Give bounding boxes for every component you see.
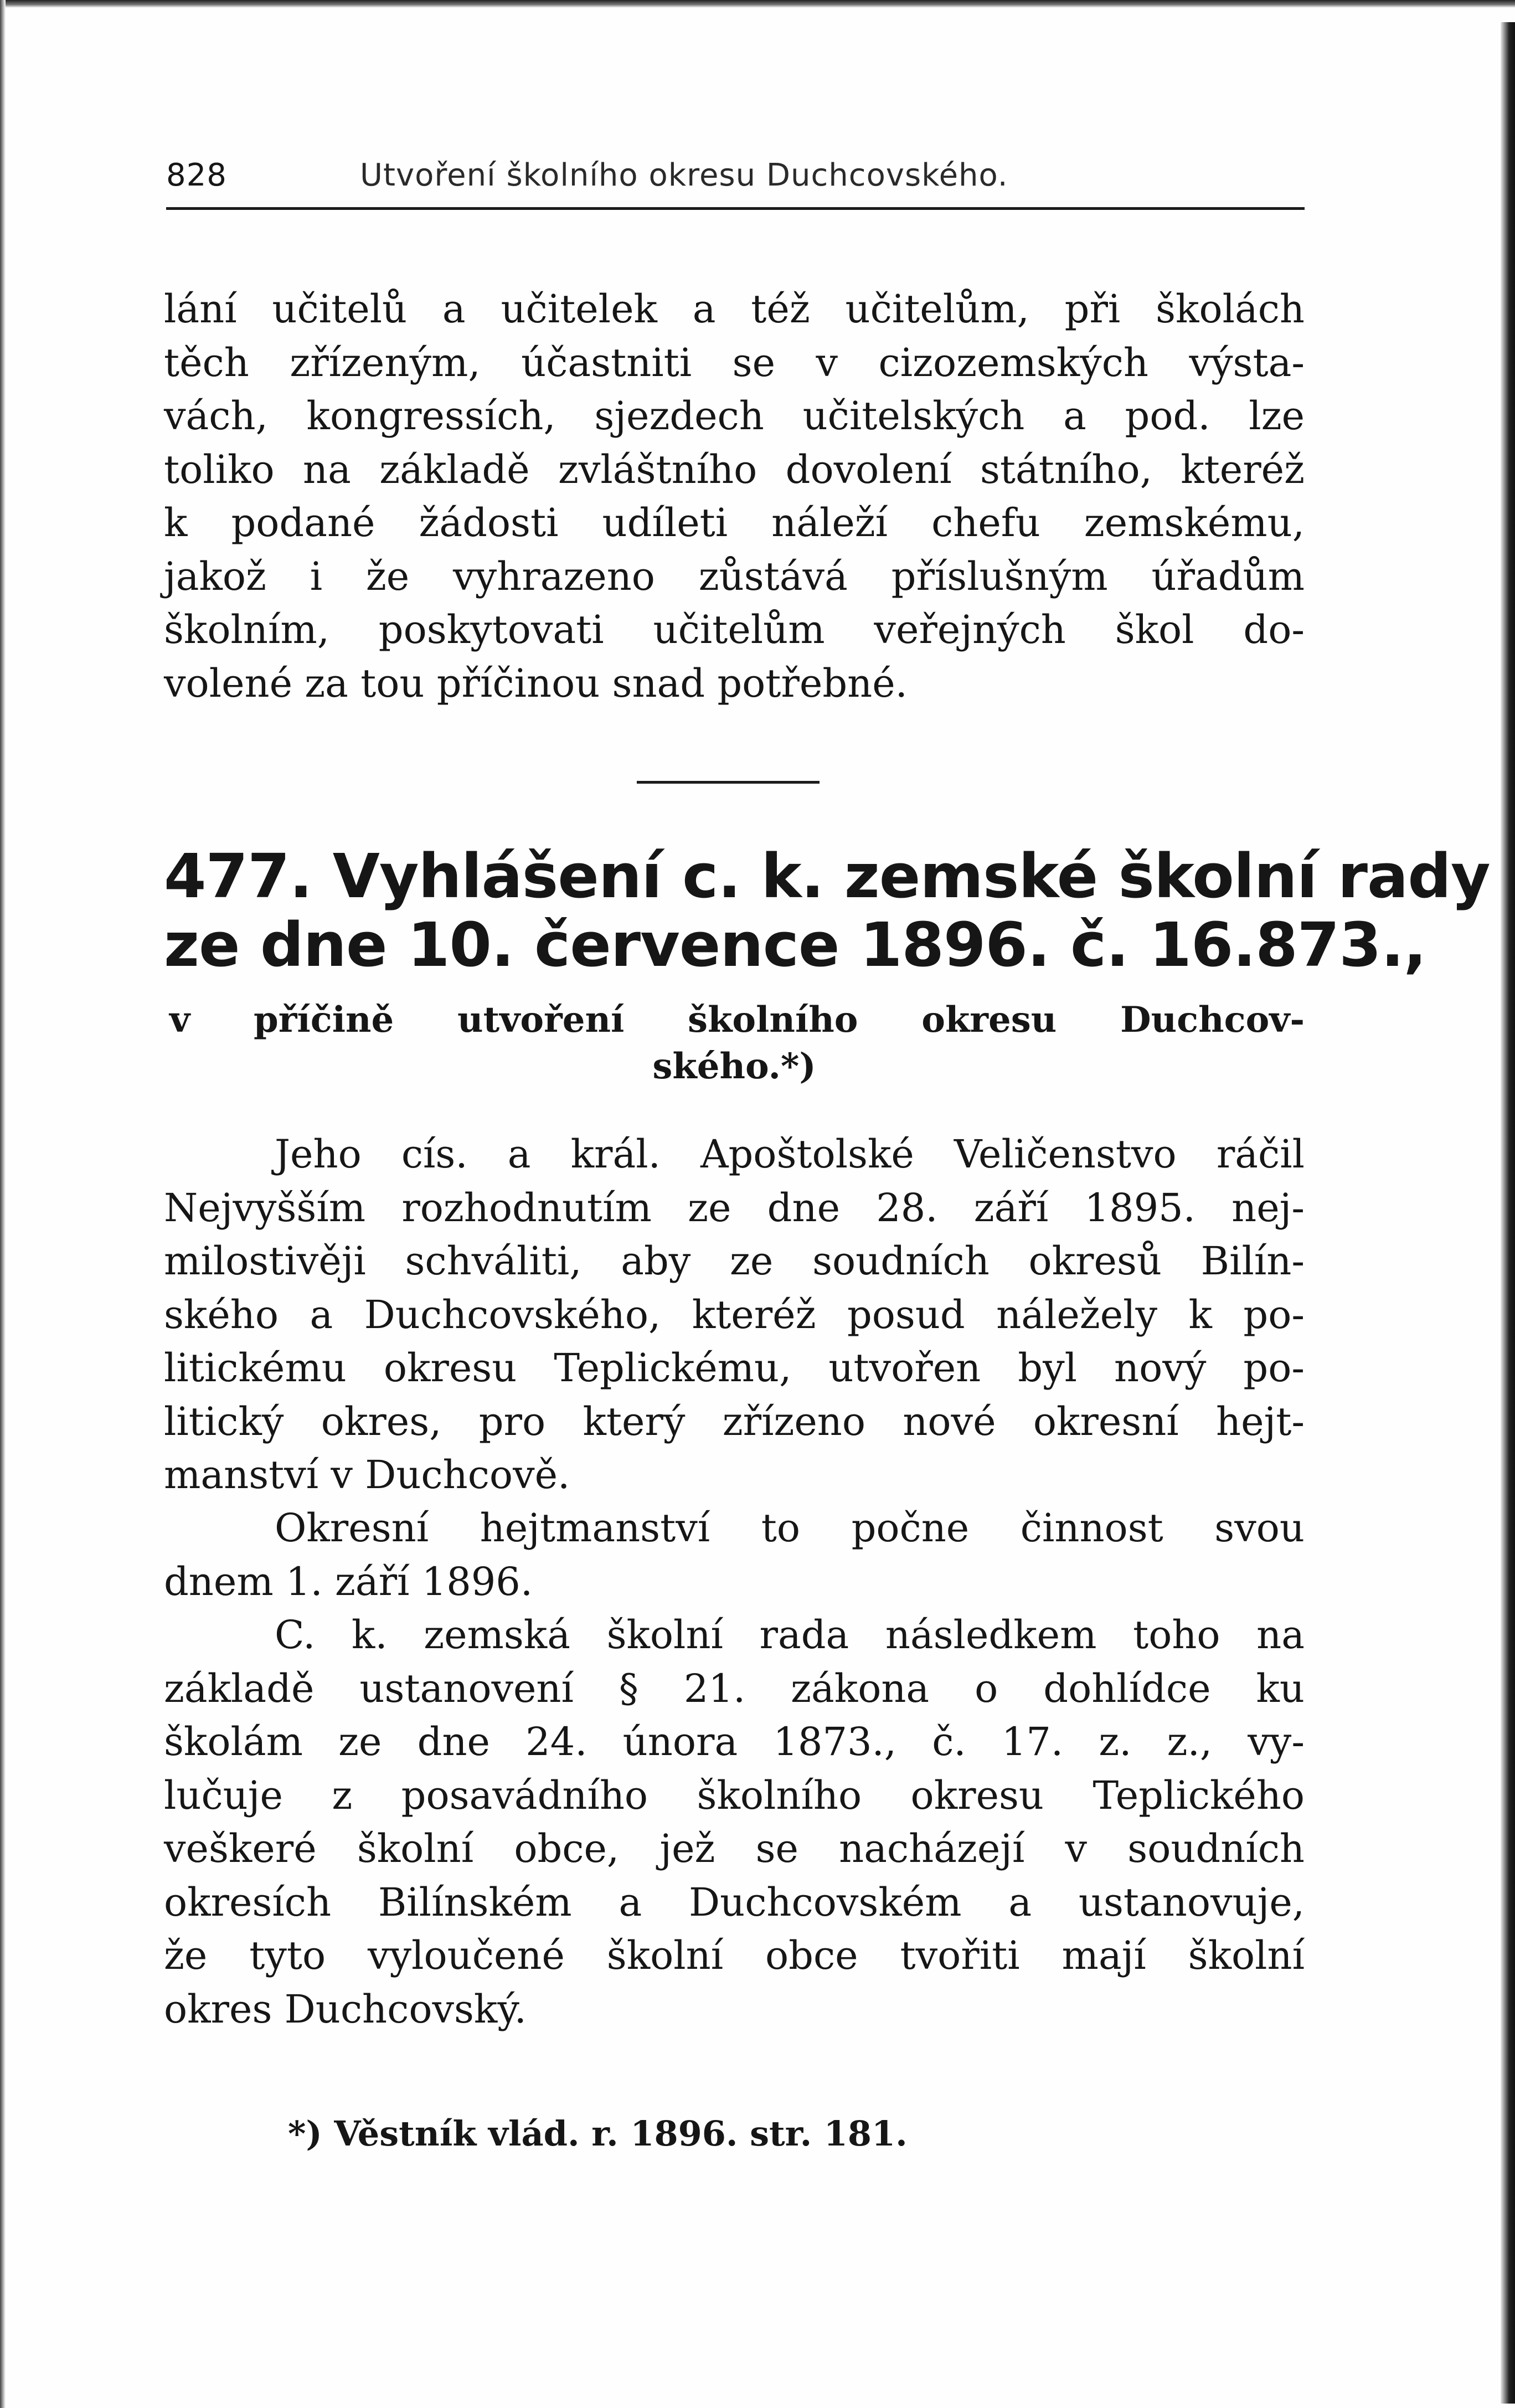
subheading-line: v příčině utvoření školního okresu Duchcov- — [169, 999, 1305, 1041]
text-line: ského a Duchcovského, kteréž posud náležely k po- — [164, 1292, 1305, 1337]
section-separator — [637, 781, 820, 784]
page-header — [166, 151, 1305, 195]
text-line: volené za tou příčinou snad potřebné. — [164, 660, 908, 706]
text-line: vách, kongressích, sjezdech učitelských a pod. lze — [164, 393, 1305, 439]
text-line: Nejvyšším rozhodnutím ze dne 28. září 1895. nej- — [164, 1185, 1305, 1231]
scan-edge-top — [0, 0, 1515, 8]
section-subheading — [164, 997, 1305, 1090]
continued-paragraph — [164, 282, 1305, 710]
text-line: k podané žádosti udíleti náleží chefu zemskému, — [164, 500, 1305, 546]
text-line: lučuje z posavádního školního okresu Teplického — [164, 1772, 1305, 1818]
text-line: C. k. zemská školní rada následkem toho na — [275, 1612, 1305, 1658]
text-line: školám ze dne 24. února 1873., č. 17. z. z., vy- — [164, 1719, 1305, 1764]
footnote: *) Věstník vlád. r. 1896. str. 181. — [288, 2113, 908, 2154]
text-line: okresích Bilínském a Duchcovském a ustanovuje, — [164, 1879, 1305, 1925]
text-line: litický okres, pro který zřízeno nové okresní hejt- — [164, 1398, 1305, 1444]
text-line: milostivěji schváliti, aby ze soudních okresů Bilín- — [164, 1238, 1305, 1284]
scan-edge-right — [1501, 22, 1515, 2404]
text-line: Jeho cís. a král. Apoštolské Veličenstvo ráčil — [275, 1131, 1305, 1177]
heading-line: 477. Vyhlášení c. k. zemské školní rady — [164, 841, 1490, 912]
text-line: základě ustanovení § 21. zákona o dohlídce ku — [164, 1665, 1305, 1711]
text-line: lání učitelů a učitelek a též učitelům, při školách — [164, 286, 1305, 332]
text-line: že tyto vyloučené školní obce tvořiti mají školní — [164, 1933, 1305, 1978]
heading-line: ze dne 10. července 1896. č. 16.873., — [164, 909, 1426, 980]
text-line: litickému okresu Teplickému, utvořen byl nový po- — [164, 1345, 1305, 1391]
text-line: školním, poskytovati učitelům veřejných škol do- — [164, 607, 1305, 652]
header-rule — [166, 207, 1305, 210]
paragraph-3 — [164, 1608, 1305, 2036]
paragraph-1 — [164, 1128, 1305, 1502]
section-heading — [164, 841, 1490, 980]
subheading-line: ského.*) — [652, 1046, 816, 1087]
text-line: Okresní hejtmanství to počne činnost svou — [275, 1505, 1305, 1551]
text-line: veškeré školní obce, jež se nacházejí v soudních — [164, 1826, 1305, 1871]
text-line: manství v Duchcově. — [164, 1452, 570, 1498]
text-line: okres Duchcovský. — [164, 1986, 527, 2032]
text-line: těch zřízeným, účastniti se v cizozemských výsta- — [164, 339, 1305, 385]
text-line: toliko na základě zvláštního dovolení státního, kteréž — [164, 446, 1305, 492]
running-title: Utvoření školního okresu Duchcovského. — [360, 157, 1008, 193]
paragraph-2 — [164, 1501, 1305, 1608]
page-number: 828 — [166, 157, 227, 193]
text-line: dnem 1. září 1896. — [164, 1558, 533, 1604]
text-line: jakož i že vyhrazeno zůstává příslušným úřadům — [164, 553, 1305, 599]
scan-edge-left — [0, 0, 6, 2408]
